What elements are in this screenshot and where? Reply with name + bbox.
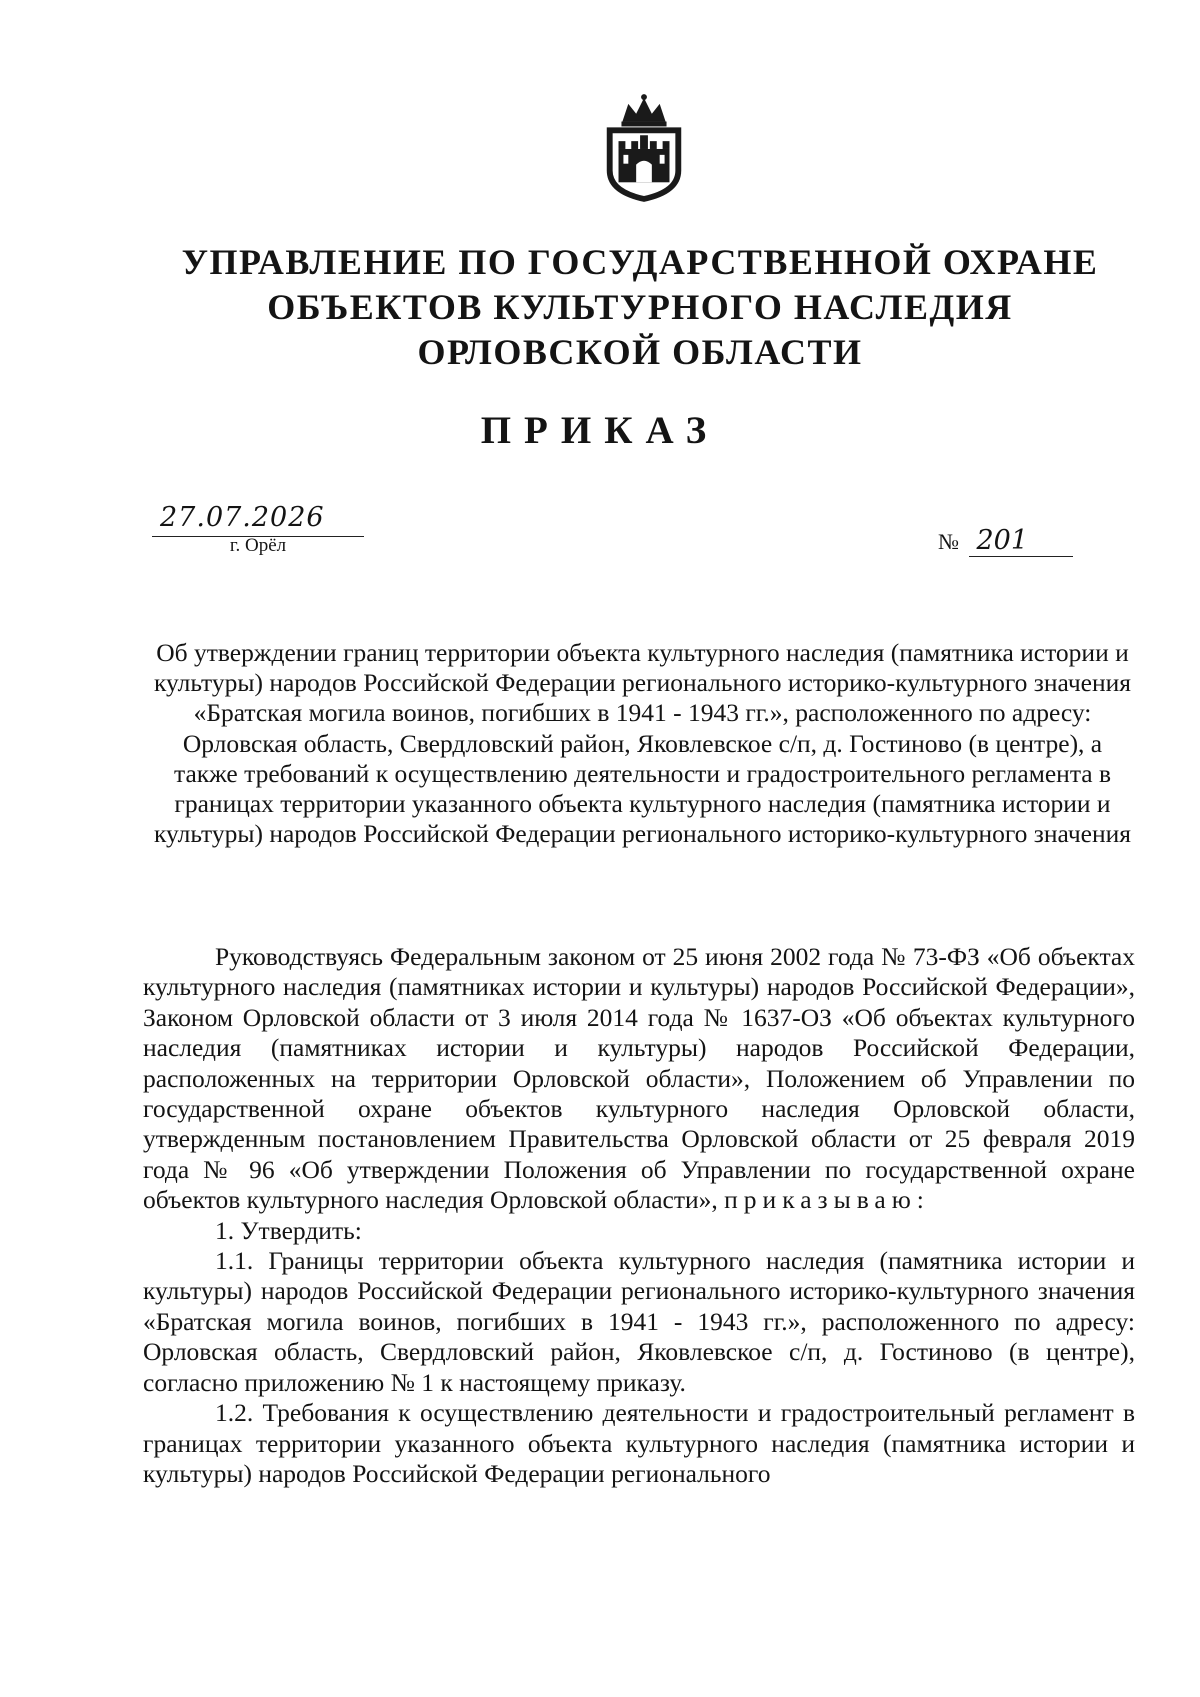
document-type: ПРИКАЗ <box>480 409 720 452</box>
organization-line-3: ОРЛОВСКОЙ ОБЛАСТИ <box>417 332 863 372</box>
document-subject: Об утверждении границ территории объекта культурного наследия (памятника истории и культуры) народов Российской Федерации регионального историко-культурного значения «Братская могила воинов, погибших в 1941 - 1943 гг.», расположенного по адресу: Орловская область, Свердловский район, Яковлевское с/п, д. Гостиново (в центре), а также требований к осуществлению деятельности и градостроительного регламента в границах территории указанного объекта культурного наследия (памятника истории и культуры) народов Российской Федерации регионального историко-культурного значения <box>153 638 1131 849</box>
item-1-1: 1.1. Границы территории объекта культурного наследия (памятника истории и культуры) народов Российской Федерации регионального историко-культурного значения «Братская могила воинов, погибших в 1941 - 1943 гг.», расположенного по адресу: Орловская область, Свердловский район, Яковлевское с/п, д. Гостиново (в центре), согласно приложению № 1 к настоящему приказу. <box>143 1246 1135 1397</box>
document-body <box>143 942 1135 1489</box>
organization-name <box>160 240 1120 375</box>
organization-line-2: ОБЪЕКТОВ КУЛЬТУРНОГО НАСЛЕДИЯ <box>267 287 1013 327</box>
item-1-2: 1.2. Требования к осуществлению деятельности и градостроительный регламент в границах территории указанного объекта культурного наследия (памятника истории и культуры) народов Российской Федерации регионального <box>143 1398 1135 1488</box>
city: г. Орёл <box>229 535 287 556</box>
number-block <box>938 526 1088 557</box>
date-block <box>152 500 364 557</box>
number-label: № <box>938 529 959 554</box>
orel-region-coat-of-arms-icon <box>595 92 693 204</box>
preamble-paragraph <box>143 942 1135 1216</box>
handwritten-number: 201 <box>969 526 1073 557</box>
item-1: 1. Утвердить: <box>215 1215 362 1245</box>
organization-line-1: УПРАВЛЕНИЕ ПО ГОСУДАРСТВЕННОЙ ОХРАНЕ <box>181 242 1099 282</box>
preamble-text: Руководствуясь Федеральным законом от 25 июня 2002 года № 73-ФЗ «Об объектах культурного наследия (памятниках истории и культуры) народов Российской Федерации», Законом Орловской области от 3 июля 2014 года № 1637-ОЗ «Об объектах культурного наследия (памятниках истории и культуры) народов Российской Федерации, расположенных на территории Орловской области», Положением об Управлении по государственной охране объектов культурного наследия Орловской области, утвержденным постановлением Правительства Орловской области от 25 февраля 2019 года № 96 «Об утверждении Положения об Управлении по государственной охране объектов культурного наследия Орловской области», <box>143 942 1135 1215</box>
order-word: приказываю: <box>724 1185 930 1215</box>
handwritten-date: 27.07.2026 <box>160 502 325 533</box>
